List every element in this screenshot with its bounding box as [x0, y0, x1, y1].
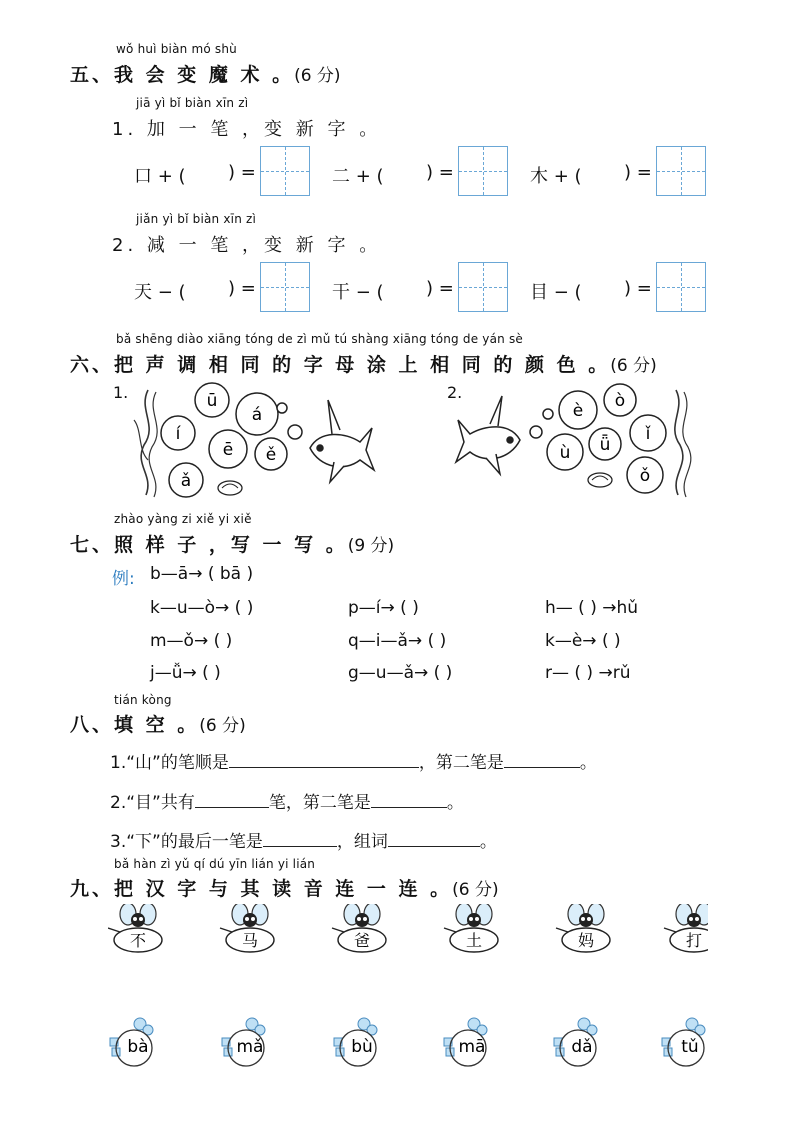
s9-hanzi-1[interactable]: 不: [129, 931, 147, 950]
s8-blank-1a[interactable]: [229, 751, 419, 768]
s5-q2-box-3[interactable]: [656, 262, 706, 312]
s9-pinyin-card-3[interactable]: bù: [351, 1037, 373, 1057]
s5-q2-item-2-right: ) =: [426, 278, 454, 299]
fish-left-icon: [310, 400, 374, 482]
s9-pinyin-card-2[interactable]: mǎ: [236, 1037, 264, 1057]
s6-g2-letter-1[interactable]: è: [572, 401, 584, 421]
s8-title: 八、填 空 。(6 分): [70, 714, 246, 736]
s8-blank-2a[interactable]: [195, 791, 269, 808]
s5-title: 五、我 会 变 魔 术 。(6 分): [70, 64, 341, 86]
s9-pinyin-row: [108, 1014, 708, 1076]
s6-group-2-number: 2.: [447, 383, 463, 402]
s5-pinyin: wǒ huì biàn mó shù: [116, 42, 237, 56]
s8-pinyin: tián kòng: [114, 693, 172, 707]
s5-q2-item-2-left: 干 − (: [332, 282, 384, 303]
s5-q1-item-3-left: 木 + (: [530, 166, 582, 187]
s9-hanzi-2[interactable]: 马: [241, 931, 259, 950]
s6-g2-letter-2[interactable]: ò: [614, 391, 626, 411]
s8-line-2: 2.“目”共有 笔，第二笔是 。: [110, 793, 464, 813]
s5-q1-box-2[interactable]: [458, 146, 508, 196]
seaweed-right-icon: [675, 390, 683, 495]
s8-line-3: 3.“下”的最后一笔是 ，组词 。: [110, 832, 497, 852]
s8-blank-3b[interactable]: [388, 830, 480, 847]
s5-q1-item-1-right: ) =: [228, 162, 256, 183]
s5-q2-item-1-left: 天 − (: [134, 282, 186, 303]
s7-row-3-b[interactable]: g—u—ǎ→ ( ): [348, 663, 453, 683]
s5-q2-box-2[interactable]: [458, 262, 508, 312]
s8-score: (6 分): [199, 716, 246, 736]
s7-row-2-b[interactable]: q—i—ǎ→ ( ): [348, 631, 447, 651]
s8-blank-2b[interactable]: [371, 791, 447, 808]
s5-q1-item-1-left: 口 + (: [134, 166, 186, 187]
s9-pinyin-card-6[interactable]: tǔ: [681, 1037, 699, 1057]
fish-right-icon: [456, 396, 520, 474]
s6-g2-letter-5[interactable]: ǐ: [645, 424, 651, 444]
s6-g1-letter-1[interactable]: ū: [206, 391, 218, 411]
s9-hanzi-row: [108, 904, 708, 966]
s5-q2-item-3-right: ) =: [624, 278, 652, 299]
s7-pinyin: zhào yàng zi xiě yi xiě: [114, 512, 252, 526]
s5-q1-label: 1. 加 一 笔 ，变 新 字 。: [112, 119, 382, 140]
s5-q1-pinyin: jiā yì bǐ biàn xīn zì: [136, 96, 249, 110]
shell-left-icon: [218, 481, 242, 495]
s7-row-1-b[interactable]: p—í→ ( ): [348, 598, 419, 618]
s5-q1-box-1[interactable]: [260, 146, 310, 196]
s7-row-1-c[interactable]: h— ( ) →hǔ: [545, 598, 639, 618]
s9-pinyin-card-1[interactable]: bà: [127, 1037, 149, 1057]
s6-score: (6 分): [610, 356, 657, 376]
s5-score: (6 分): [294, 66, 341, 86]
s5-q1-item-2-right: ) =: [426, 162, 454, 183]
s5-q1-box-3[interactable]: [656, 146, 706, 196]
s5-q2-pinyin: jiǎn yì bǐ biàn xīn zì: [136, 212, 257, 226]
s7-row-3-a[interactable]: j—ǚ→ ( ): [150, 663, 221, 683]
s5-q2-item-1-right: ) =: [228, 278, 256, 299]
s6-g1-letter-6[interactable]: ǎ: [180, 471, 192, 491]
s9-pinyin-card-5[interactable]: dǎ: [571, 1037, 593, 1057]
s6-g1-letter-5[interactable]: ě: [265, 445, 277, 465]
s7-score: (9 分): [347, 536, 395, 556]
s9-title: 九、把 汉 字 与 其 读 音 连 一 连 。(6 分): [70, 878, 499, 900]
s9-hanzi-6[interactable]: 打: [685, 931, 703, 950]
s8-blank-1b[interactable]: [504, 751, 580, 768]
s6-g2-letter-4[interactable]: ǖ: [599, 435, 611, 455]
s7-title: 七、照 样 子 ，写 一 写 。(9 分): [70, 534, 395, 556]
s7-row-2-a[interactable]: m—ǒ→ ( ): [150, 631, 233, 651]
s6-title: 六、把 声 调 相 同 的 字 母 涂 上 相 同 的 颜 色 。(6 分): [70, 354, 657, 376]
s7-example-label: 例:: [112, 569, 135, 589]
s5-q2-box-1[interactable]: [260, 262, 310, 312]
s6-g1-letter-2[interactable]: á: [251, 405, 263, 425]
s6-group-1-number: 1.: [113, 383, 129, 402]
s5-q1-item-3-right: ) =: [624, 162, 652, 183]
s9-pinyin: bǎ hàn zì yǔ qí dú yīn lián yi lián: [114, 857, 316, 871]
s6-g2-letter-3[interactable]: ù: [559, 443, 571, 463]
s6-g1-letter-4[interactable]: ē: [222, 440, 234, 460]
s9-hanzi-4[interactable]: 土: [465, 931, 483, 950]
s9-pinyin-card-4[interactable]: mā: [458, 1037, 486, 1057]
s8-blank-3a[interactable]: [263, 830, 337, 847]
s7-row-1-a[interactable]: k—u—ò→ ( ): [150, 598, 254, 618]
s6-bubble-illustration: [120, 370, 700, 502]
s6-pinyin: bǎ shēng diào xiāng tóng de zì mǔ tú shàng xiāng tóng de yán sè: [116, 332, 524, 346]
seaweed-left-icon: [141, 390, 149, 495]
s9-hanzi-3[interactable]: 爸: [353, 931, 371, 950]
s7-example: b—ā→ ( bā ): [150, 564, 254, 584]
s5-q2-item-3-left: 目 − (: [530, 282, 582, 303]
s9-score: (6 分): [452, 880, 499, 900]
s6-g1-letter-3[interactable]: í: [175, 424, 181, 444]
s5-q1-item-2-left: 二 + (: [332, 166, 384, 187]
s5-q2-label: 2. 减 一 笔 ，变 新 字 。: [112, 235, 382, 256]
s9-hanzi-5[interactable]: 妈: [577, 931, 595, 950]
s7-row-3-c[interactable]: r— ( ) →rǔ: [545, 663, 631, 683]
s7-row-2-c[interactable]: k—è→ ( ): [545, 631, 621, 651]
s6-g2-letter-6[interactable]: ǒ: [639, 466, 651, 486]
s8-line-1: 1.“山”的笔顺是 ，第二笔是 。: [110, 753, 597, 773]
shell-right-icon: [588, 473, 612, 487]
